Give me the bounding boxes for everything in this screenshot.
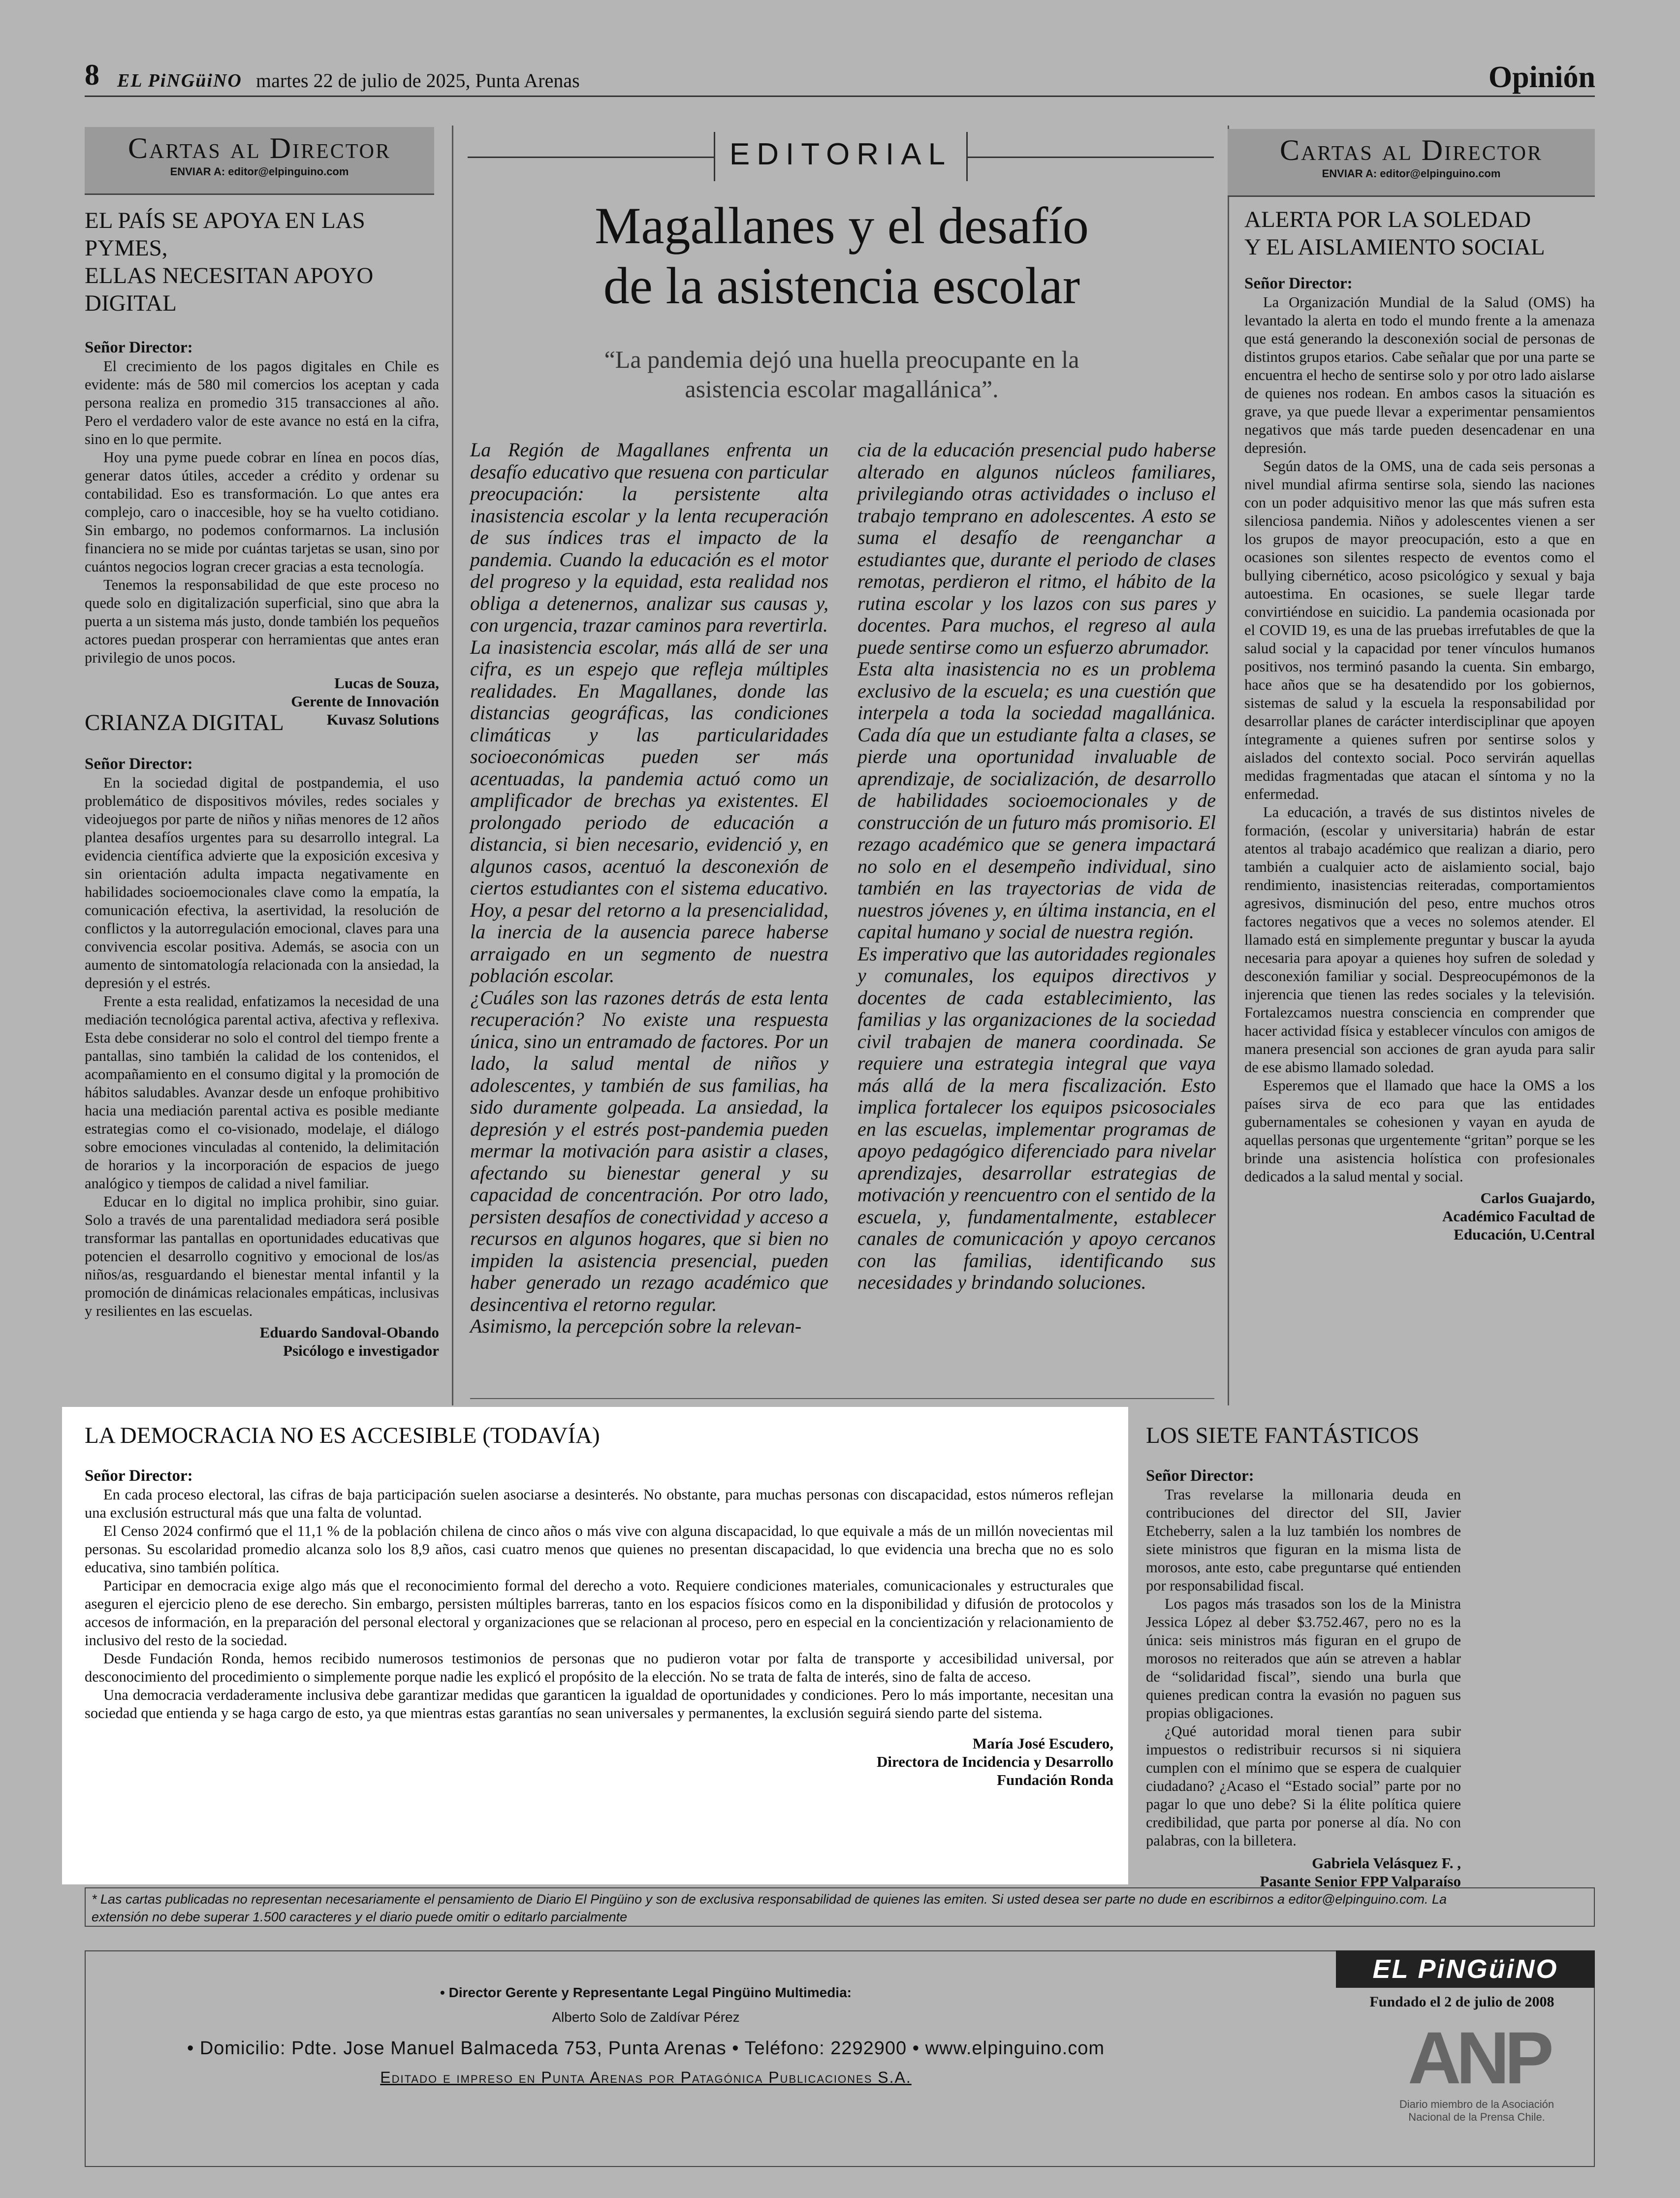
paragraph: ¿Qué autoridad moral tienen para subir impuestos o redistribuir recursos si ni siquiera cumplen con el mínimo que se espera de cualquier ciudadano? ¿Acaso el “Estado social” parte por no pagar lo que uno debe? Si la élite política quiere credibilidad, que parta por ponerse al día. No con palabras, con la billetera. [1146,1723,1461,1849]
paragraph: cia de la educación presencial pudo haberse alterado en algunos núcleos familiares, privilegiando otras actividades o incluso el trabajo temprano en adolescentes. A esto se suma el desafío de reenganchar a estudiantes que, durante el periodo de clases remotas, perdieron el ritmo, el hábito de la rutina escolar y los lazos con sus pares y docentes. Para muchos, el regreso al aula puede sentirse como un esfuerzo abrumador. [857,439,1216,658]
signature-org: Kuvasz Solutions [326,711,439,728]
letter-heading: ELLAS NECESITAN APOYO DIGITAL [85,263,374,316]
signature-name: Lucas de Souza, [334,674,439,692]
footer-logo: EL PiNGüiNO [1336,1950,1595,1988]
editorial-title-line: Magallanes y el desafío [595,197,1089,255]
paragraph: Desde Fundación Ronda, hemos recibido numerosos testimonios de personas que no pudieron votar por falta de transporte y accesibilidad universal, por desconocimiento del procedimiento o simplemente porque nadie les explicó el propósito de la elección. No se trata de falta de interés, sino de falta de acceso. [85,1650,1113,1685]
header-rule [85,96,1595,97]
signature-name: Carlos Guajardo, [1480,1189,1595,1207]
editorial-label-bracket [966,132,968,181]
editorial-title-line: de la asistencia escolar [603,257,1080,315]
editorial-column [857,439,1216,1294]
letters-box-title: Cartas al Director [127,132,391,164]
disclaimer-line: * Las cartas publicadas no representan necesariamente el pensamiento de Diario El Pingüino y son de exclusiva responsabilidad de quienes las emiten. Si usted desea ser parte no dude en escribirnos a editor@elpinguino.com. La [92,1892,1447,1907]
signature-name: María José Escudero, [972,1735,1113,1752]
letters-box-title: Cartas al Director [1279,134,1543,166]
footer-printed-by: Editado e impreso en Punta Arenas por Patagónica Publicaciones S.A. [380,2069,912,2086]
editorial-label-rule [968,157,1214,158]
letter-body [85,774,439,1320]
paragraph: La educación, a través de sus distintos niveles de formación, (escolar y universitaria) habrán de estar atentos al trabajo académico que realizan a diario, pero también a cualquier acto de aislamiento social, bajo rendimiento, inasistencias reiteradas, comportamientos agresivos, disminución del peso, entre muchos otros factores negativos que a veces no solemos atender. El llamado está en simplemente preguntar y buscar la ayuda necesaria para apoyar a quienes hoy sufren de soledad y desconexión familiar y social. Despreocupémonos de la injerencia que tienen las redes sociales y la televisión. Fortalezcamos nuestra consciencia en comprender que hacer actividad física y establecer vínculos con amigos de manera presencial son acciones de gran ayuda para salir de ese abismo llamado soledad. [1244,804,1595,1076]
editorial-label: EDITORIAL [729,137,952,171]
editorial-column [470,439,828,1338]
signature-role: Pasante Senior FPP Valparaíso [1260,1873,1461,1890]
letter-siete-fantasticos [1146,1422,1461,1890]
paragraph: Esta alta inasistencia no es un problema exclusivo de la escuela; es una cuestión que interpela a toda la sociedad magallánica. Cada día que un estudiante falta a clases, se pierde una oportunidad invaluable de aprendizaje, de socialización, de desarrollo de habilidades socioemocionales y de construcción de un futuro más promisorio. El rezago académico que se genera impactará no solo en el desempeño individual, sino también en las trayectorias de vida de nuestros jóvenes y, en última instancia, en el capital humano y social de nuestra región. [857,658,1216,943]
paragraph: Educar en lo digital no implica prohibir, sino guiar. Solo a través de una parentalidad mediadora será posible transformar las pantallas en oportunidades educativas que potencien el desarrollo cognitivo y emocional de los/as niños/as, resguardando el bienestar mental infantil y la promoción de dinámicas relacionales empáticas, inclusivas y resilientes en las escuelas. [85,1193,439,1319]
letter-heading: CRIANZA DIGITAL [85,710,284,735]
letters-box [1228,129,1595,197]
editorial-title [468,196,1216,316]
footer-director-name: Alberto Solo de Zaldívar Pérez [552,2009,740,2025]
paragraph: Asimismo, la percepción sobre la relevan- [470,1315,802,1337]
paragraph: Una democracia verdaderamente inclusiva debe garantizar medidas que garanticen la igualdad de oportunidades y condiciones. Pero lo más importante, necesitan una sociedad que entienda y se haga cargo de esto, ya que mientras estas garantías no sean universales y permanentes, la exclusión seguirá siendo parte del sistema. [85,1687,1113,1721]
anp-line: Nacional de la Prensa Chile. [1408,2111,1545,2123]
letter-crianza [85,709,439,1360]
paragraph: La inasistencia escolar, más allá de ser una cifra, es un espejo que refleja múltiples realidades. En Magallanes, donde las distancias geográficas, las condiciones climáticas y las particularidades socioeconómicas pueden ser más acentuadas, la pandemia actuó como un amplificador de brechas ya existentes. El prolongado periodo de educación a distancia, si bien necesario, evidenció y, en algunos casos, acentuó la desconexión de ciertos estudiantes con el sistema educativo. Hoy, a pesar del retorno a la presencialidad, la inercia de la ausencia parece haberse arraigado en un segmento de nuestra población escolar. [470,636,828,987]
footer-director-label: • Director Gerente y Representante Legal Pingüino Multimedia: [440,1985,852,2000]
anp-logo: ANP [1408,2016,1549,2099]
salutation: Señor Director: [1146,1467,1254,1485]
anp-line: Diario miembro de la Asociación [1399,2098,1554,2110]
column-divider [452,126,453,1405]
signature-org: Educación, U.Central [1454,1226,1595,1243]
signature-role: Psicólogo e investigador [283,1342,439,1359]
letter-heading: ALERTA POR LA SOLEDAD [1244,207,1531,232]
paragraph: En cada proceso electoral, las cifras de baja participación suelen asociarse a desinterés. No obstante, para muchas personas con discapacidad, estos números reflejan una exclusión estructural más que una falta de voluntad. [85,1486,1113,1521]
paragraph: Hoy una pyme puede cobrar en línea en pocos días, generar datos útiles, acceder a crédito y ordenar su contabilidad. Eso es transformación. Lo que antes era complejo, caro o inaccesible, hoy se ha vuelto cotidiano. Sin embargo, no podemos conformarnos. La inclusión financiera no se mide por cuántas tarjetas se usan, sino por cuántos negocios logran crecer gracias a esta tecnología. [85,449,439,575]
letters-box-email: ENVIAR A: editor@elpinguino.com [1322,167,1501,180]
footer-address: • Domicilio: Pdte. Jose Manuel Balmaceda 753, Punta Arenas • Teléfono: 2292900 • www.elpinguino.com [187,2038,1105,2059]
letter-body [85,357,439,667]
signature-org: Fundación Ronda [997,1771,1113,1788]
paragraph: El crecimiento de los pagos digitales en Chile es evidente: más de 580 mil comercios los aceptan y cada persona realiza en promedio 315 transacciones al año. Pero el verdadero valor de este avance no está en la cifra, sino en lo que permite. [85,358,439,447]
paragraph: En la sociedad digital de postpandemia, el uso problemático de dispositivos móviles, redes sociales y videojuegos por parte de niños y niñas menores de 12 años plantea desafíos urgentes para su desarrollo integral. La evidencia científica advierte que la exposición excesiva y sin orientación adulta impacta negativamente en habilidades socioemocionales clave como la empatía, la comunicación efectiva, la asertividad, la resolución de conflictos y la autorregulación emocional, claves para una convivencia escolar positiva. Además, se asocia con un aumento de sintomatología relacionada con la ansiedad, la depresión y el estrés. [85,774,439,991]
paragraph: Frente a esta realidad, enfatizamos la necesidad de una mediación tecnológica parental activa, afectiva y reflexiva. Esta debe considerar no solo el control del tiempo frente a pantallas, sino también la calidad de los contenidos, el acompañamiento en el consumo digital y la promoción de hábitos saludables. Avanzar desde un enfoque prohibitivo hacia una mediación parental activa es posible mediante estrategias como el co-visionado, modelaje, el diálogo sobre emociones vinculadas al contenido, la delimitación de horarios y la incorporación de espacios de juego analógico y tiempos de calidad a nivel familiar. [85,993,439,1192]
signature-role: Directora de Incidencia y Desarrollo [877,1753,1113,1770]
letter-soledad [1244,206,1595,1243]
date-line: martes 22 de julio de 2025, Punta Arenas [256,69,580,92]
paragraph: ¿Cuáles son las razones detrás de esta lenta recuperación? No existe una respuesta única, sino un entramado de factores. Por un lado, la salud mental de niños y adolescentes, y también de sus familias, ha sido duramente golpeada. La ansiedad, la depresión y el estrés post-pandemia pueden mermar la motivación para asistir a clases, afectando su bienestar general y su capacidad de concentración. Por otro lado, persisten desafíos de conectividad y acceso a recursos en algunos hogares, que si bien no impiden la asistencia presencial, pueden haber generado un rezago académico que desincentiva el retorno regular. [470,986,828,1315]
paragraph: Tenemos la responsabilidad de que este proceso no quede solo en digitalización superficial, sino que abra la puerta a un sistema más justo, donde también los pequeños actores puedan prosperar con herramientas que antes eran privilegio de unos pocos. [85,576,439,666]
signature-role: Gerente de Innovación [291,693,439,710]
letter-body [1244,293,1595,1186]
disclaimer-box [85,1887,1595,1927]
masthead-logo: EL PiNGüiNO [117,70,242,91]
editorial-subtitle-line: asistencia escolar magallánica”. [685,375,999,403]
letters-box [85,127,434,195]
salutation: Señor Director: [85,339,193,356]
letter-heading: LOS SIETE FANTÁSTICOS [1146,1423,1420,1448]
editorial-subtitle [468,345,1216,404]
paragraph: Tras revelarse la millonaria deuda en contribuciones del director del SII, Javier Etcheberry, salen a la luz también los nombres de siete ministros que figuran en la misma lista de morosos, ante esto, cabe preguntarse qué entienden por responsabilidad fiscal. [1146,1486,1461,1594]
disclaimer-line: extensión no debe superar 1.500 caracteres y el diario puede omitir o editarlo parcialmente [92,1910,628,1924]
column-divider [1228,126,1229,1405]
letter-democracia [85,1422,1113,1789]
signature-name: Eduardo Sandoval-Obando [259,1324,439,1341]
salutation: Señor Director: [1244,275,1353,292]
salutation: Señor Director: [85,1467,193,1485]
editorial-label-rule [468,157,714,158]
paragraph: La Organización Mundial de la Salud (OMS) ha levantado la alerta en todo el mundo frente a la amenaza que está generando la desconexión social de personas de distintos grupos etarios. Cabe señalar que por una parte se encuentra el hecho de sentirse solo y por otro lado aislarse de quienes nos rodean. En ambos casos la situación es grave, ya que puede llevar a experimentar pensamientos negativos que más tarde pueden desencadenar en una depresión. [1244,294,1595,456]
anp-membership-text [1368,2098,1585,2124]
paragraph: El Censo 2024 confirmó que el 11,1 % de la población chilena de cinco años o más vive con alguna discapacidad, lo que equivale a más de un millón novecientas mil personas. Su escolaridad promedio alcanza solo los 8,9 años, casi cuatro menos que quienes no presentan discapacidad, lo que evidencia una brecha que no es solo educativa, sino también política. [85,1523,1113,1576]
paragraph: Los pagos más trasados son los de la Ministra Jessica López al deber $3.752.467, pero no es la única: seis ministros más figuran en el grupo de morosos no reiterados que aún se atreven a hablar de “solidaridad fiscal”, siendo una burla que quienes predican contra la evasión no paguen sus propias obligaciones. [1146,1595,1461,1721]
section-title: Opinión [1488,61,1595,94]
letter-pymes [85,207,439,729]
letter-heading: LA DEMOCRACIA NO ES ACCESIBLE (TODAVÍA) [85,1423,600,1448]
editorial-bottom-rule [470,1398,1214,1399]
editorial-subtitle-line: “La pandemia dejó una huella preocupante en la [604,346,1079,373]
paragraph: Es imperativo que las autoridades regionales y comunales, los equipos directivos y docentes de cada establecimiento, las familias y las organizaciones de la sociedad civil trabajen de manera coordinada. Se requiere una estrategia integral que vaya más allá de la mera fiscalización. Esto implica fortalecer los equipos psicosociales en las escuelas, implementar programas de apoyo pedagógico diferenciado para nivelar aprendizajes, desarrollar estrategias de motivación y reencuentro con el sentido de la escuela, y, fundamentalmente, establecer canales de comunicación y apoyo cercanos con las familias, identificando sus necesidades y brindando soluciones. [857,942,1216,1293]
paragraph: La Región de Magallanes enfrenta un desafío educativo que resuena con particular preocupación: la persistente alta inasistencia escolar y la lenta recuperación de sus índices tras el impacto de la pandemia. Cuando la educación es el motor del progreso y la equidad, esta realidad nos obliga a detenernos, analizar sus causas y, con urgencia, trazar caminos para revertirla. [470,439,828,636]
letter-body [85,1486,1113,1722]
footer-founded: Fundado el 2 de julio de 2008 [1369,1994,1554,2010]
salutation: Señor Director: [85,755,193,773]
letter-heading: Y EL AISLAMIENTO SOCIAL [1244,234,1545,260]
letter-body [1146,1486,1461,1850]
signature-role: Académico Facultad de [1442,1208,1595,1225]
letter-heading: EL PAÍS SE APOYA EN LAS PYMES, [85,208,365,261]
signature-name: Gabriela Velásquez F. , [1312,1854,1461,1872]
page-number: 8 [85,59,99,91]
paragraph: Según datos de la OMS, una de cada seis personas a nivel mundial afirma sentirse sola, siendo las naciones con un poder adquisitivo menor las que más sufren esta silenciosa pandemia. Niños y adolescentes vienen a ser los grupos de mayor preocupación, esto a que en ocasiones son silentes respecto de eventos como el bullying cibernético, acoso psicológico y sexual y baja autoestima. En ocasiones, se suele llegar tarde convirtiéndose en suicidio. La pandemia ocasionada por el COVID 19, es una de las pruebas irrefutables de que la salud social y la capacidad por tener vínculos humanos positivos, nos terminó pasando la cuenta. Sin embargo, hace años que se ha desatendido por los gobiernos, sistemas de salud y la escuela la responsabilidad por desarrollar planes de carácter interdisciplinar que apoyen íntegramente a quienes sufren por sentirse solos y aislados del contexto social. Poco servirán aquellas medidas fragmentadas que atacan el síntoma y no la enfermedad. [1244,458,1595,802]
letters-box-email: ENVIAR A: editor@elpinguino.com [170,165,349,178]
paragraph: Participar en democracia exige algo más que el reconocimiento formal del derecho a voto. Requiere condiciones materiales, comunicacionales y estructurales que aseguren el ejercicio pleno de ese derecho. Sin embargo, persisten múltiples barreras, tanto en los espacios físicos como en la disponibilidad y difusión de protocolos y accesos de información, en la preparación del personal electoral y organizaciones que se relacionan al proceso, pero en especial en la concientización y relacionamiento de inclusivo del resto de la sociedad. [85,1577,1113,1649]
paragraph: Esperemos que el llamado que hace la OMS a los países sirva de eco para que las entidades gubernamentales se cohesionen y vayan en ayuda de aquellas personas que urgentemente “gritan” porque se les brinde una asistencia holística con profesionales dedicados a la salud mental y social. [1244,1077,1595,1185]
